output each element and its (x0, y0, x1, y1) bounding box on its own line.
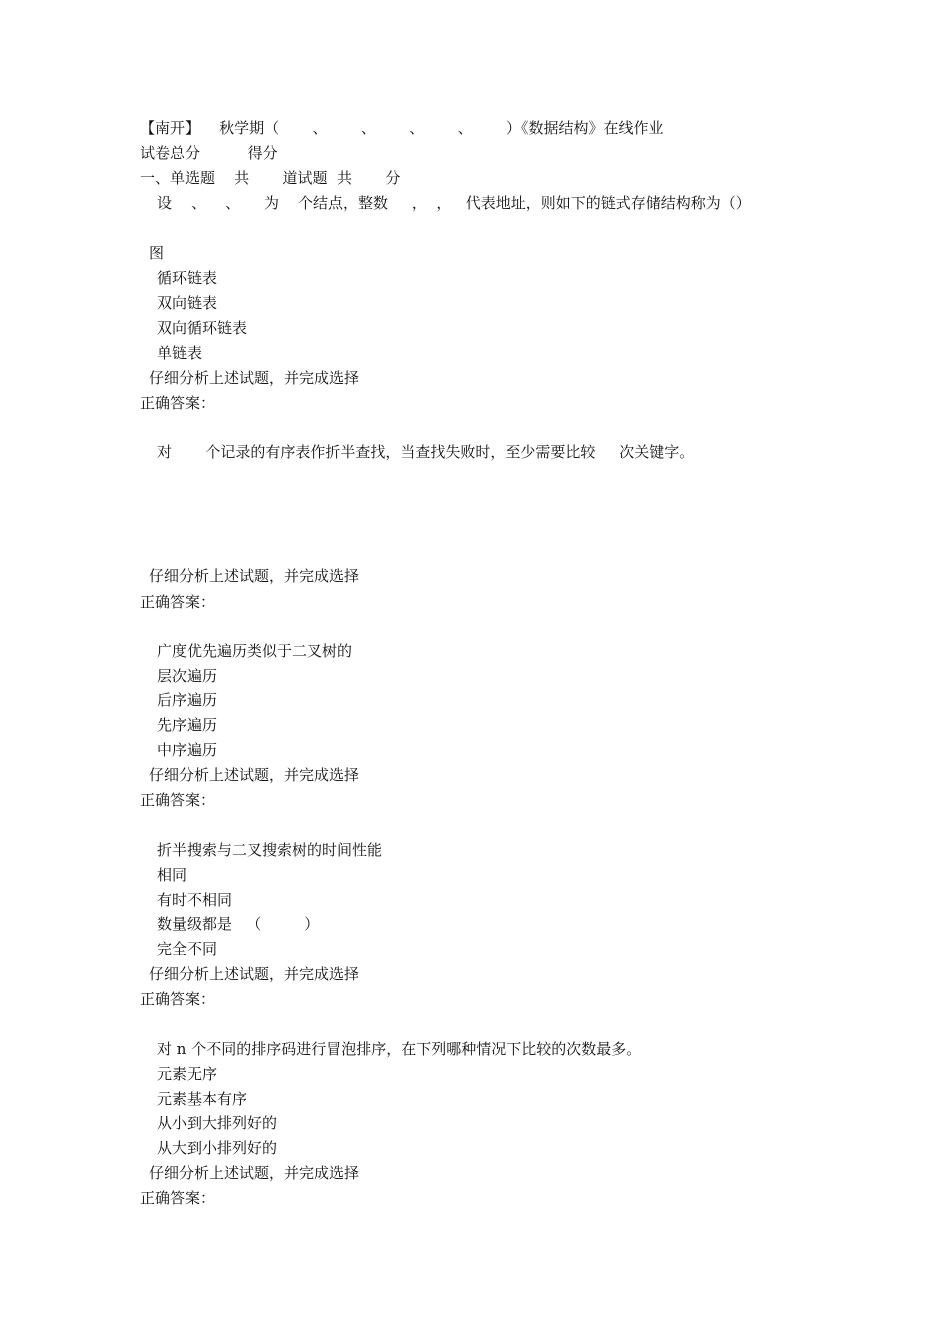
question-stem: 对 n 个不同的排序码进行冒泡排序，在下列哪种情况下比较的次数最多。 (157, 1040, 642, 1058)
option-b: 元素基本有序 (157, 1090, 248, 1108)
option-d: 单链表 (157, 344, 203, 362)
option-d: 完全不同 (157, 940, 218, 958)
option-c: 从小到大排列好的 (157, 1114, 278, 1132)
option-a: 相同 (157, 866, 188, 884)
question-stem: 设 、 、 为 个结点，整数 ， ， 代表地址，则如下的链式存储结构称为（） (157, 194, 751, 212)
question-prompt: 仔细分析上述试题，并完成选择 (149, 1164, 360, 1182)
question-stem: 广度优先遍历类似于二叉树的 (157, 642, 353, 660)
question-stem: 对 个记录的有序表作折半查找，当查找失败时，至少需要比较 次关键字。 (157, 443, 695, 461)
option-b: 有时不相同 (157, 891, 233, 909)
question-prompt: 仔细分析上述试题，并完成选择 (149, 766, 360, 784)
question-prompt: 仔细分析上述试题，并完成选择 (149, 369, 360, 387)
option-b: 后序遍历 (157, 691, 218, 709)
answer-label: 正确答案： (140, 593, 216, 611)
answer-label: 正确答案： (140, 1189, 216, 1207)
option-a: 层次遍历 (157, 667, 218, 685)
option-c: 数量级都是 （ ） (157, 915, 320, 933)
figure-placeholder: 图 (149, 244, 165, 262)
section-heading: 一、单选题 共 道试题 共 分 (140, 169, 401, 187)
answer-label: 正确答案： (140, 990, 216, 1008)
question-prompt: 仔细分析上述试题，并完成选择 (149, 567, 360, 585)
question-prompt: 仔细分析上述试题，并完成选择 (149, 965, 360, 983)
exam-title: 【南开】 秋学期（ 、 、 、 、 ）《数据结构》在线作业 (140, 119, 664, 137)
answer-label: 正确答案： (140, 791, 216, 809)
option-a: 循环链表 (157, 269, 218, 287)
score-line: 试卷总分 得分 (140, 144, 278, 162)
question-stem: 折半搜索与二叉搜索树的时间性能 (157, 841, 383, 859)
option-c: 双向循环链表 (157, 319, 248, 337)
option-d: 从大到小排列好的 (157, 1139, 278, 1157)
option-a: 元素无序 (157, 1065, 218, 1083)
option-d: 中序遍历 (157, 741, 218, 759)
answer-label: 正确答案： (140, 394, 216, 412)
option-c: 先序遍历 (157, 716, 218, 734)
option-b: 双向链表 (157, 294, 218, 312)
